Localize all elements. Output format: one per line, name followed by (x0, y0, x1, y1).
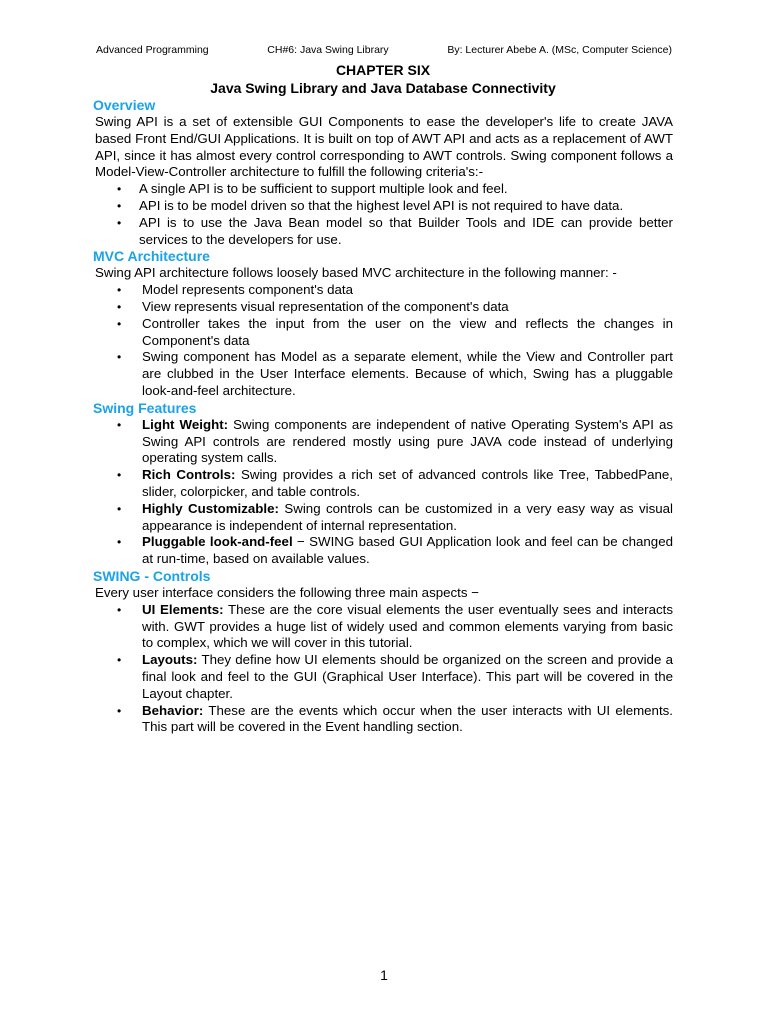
list-item (93, 417, 673, 467)
list-item (93, 602, 673, 652)
controls-paragraph: Every user interface considers the following three main aspects − (95, 584, 479, 600)
list-item: • API is to use the Java Bean model so that Builder Tools and IDE can provide better services to the developers for use. (93, 215, 673, 249)
item-text: Swing components are independent of native Operating System's API as Swing API controls are rendered mostly using pure JAVA code instead of underlying operating system calls. (142, 416, 674, 466)
mvc-paragraph: Swing API architecture follows loosely based MVC architecture in the following manner: - (95, 265, 617, 281)
overview-list (93, 181, 673, 248)
mvc-list (93, 282, 673, 400)
heading-controls: SWING - Controls (93, 567, 211, 584)
item-text: They define how UI elements should be organized on the screen and provide a final look and feel to the GUI (Graphical User Interface). This part will be covered in the Layout chapter. (142, 652, 673, 701)
header-course: Advanced Programming (96, 44, 209, 56)
item-term: Layouts: (142, 652, 198, 668)
document-body (93, 61, 673, 736)
overview-paragraph: Swing API is a set of extensible GUI Components to ease the developer's life to create JAVA based Front End/GUI Applications. It is built on top of AWT API and acts as a replacement of AWT API, since it has almost every control corresponding to AWT controls. Swing component follows a Model-View-Controller architecture to fulfill the following criteria's:- (95, 114, 673, 180)
item-text: Swing provides a rich set of advanced controls like Tree, TabbedPane, slider, colorpicker, and table controls. (142, 467, 673, 499)
item-term: Light Weight: (142, 416, 229, 432)
list-item: • Controller takes the input from the user on the view and reflects the changes in Component's data (93, 316, 673, 350)
list-item (93, 652, 673, 702)
list-item: • Swing component has Model as a separate element, while the View and Controller part are clubbed in the User Interface elements. Because of which, Swing has a pluggable look-and-feel architecture. (93, 349, 673, 399)
item-text: Swing controls can be customized in a very easy way as visual appearance is independent of internal representation. (142, 500, 673, 533)
item-text: − SWING based GUI Application look and feel can be changed at run-time, based on available values. (142, 534, 673, 567)
chapter-title: Java Swing Library and Java Database Connectivity (210, 80, 556, 96)
item-text: These are the events which occur when the user interacts with UI elements. This part will be covered in the Event handling section. (142, 702, 673, 735)
item-text: These are the core visual elements the user eventually sees and interacts with. GWT provides a huge list of widely used and common elements varying from basic to complex, which we will cover in this tutorial. (142, 601, 673, 651)
item-term: Behavior: (142, 702, 204, 718)
item-term: Pluggable look-and-feel (142, 534, 293, 550)
page-number: 1 (380, 967, 388, 983)
list-item (93, 467, 673, 501)
header-chapter: CH#6: Java Swing Library (267, 44, 389, 56)
controls-list (93, 602, 673, 736)
list-item (93, 501, 673, 535)
header-author: By: Lecturer Abebe A. (MSc, Computer Science) (447, 44, 672, 56)
heading-overview: Overview (93, 97, 156, 113)
heading-features: Swing Features (93, 399, 197, 416)
item-term: Highly Customizable: (142, 500, 279, 516)
list-item (93, 703, 673, 737)
heading-mvc: MVC Architecture (93, 248, 210, 265)
list-item: • Model represents component's data (93, 282, 673, 299)
chapter-label: CHAPTER SIX (335, 62, 431, 78)
list-item (93, 534, 673, 568)
item-term: UI Elements: (142, 601, 224, 617)
list-item: • View represents visual representation of the component's data (93, 299, 673, 316)
list-item: • A single API is to be sufficient to support multiple look and feel. (93, 181, 673, 198)
item-term: Rich Controls: (142, 467, 236, 483)
features-list (93, 417, 673, 568)
list-item: • API is to be model driven so that the highest level API is not required to have data. (93, 198, 673, 215)
page-header (96, 43, 672, 57)
